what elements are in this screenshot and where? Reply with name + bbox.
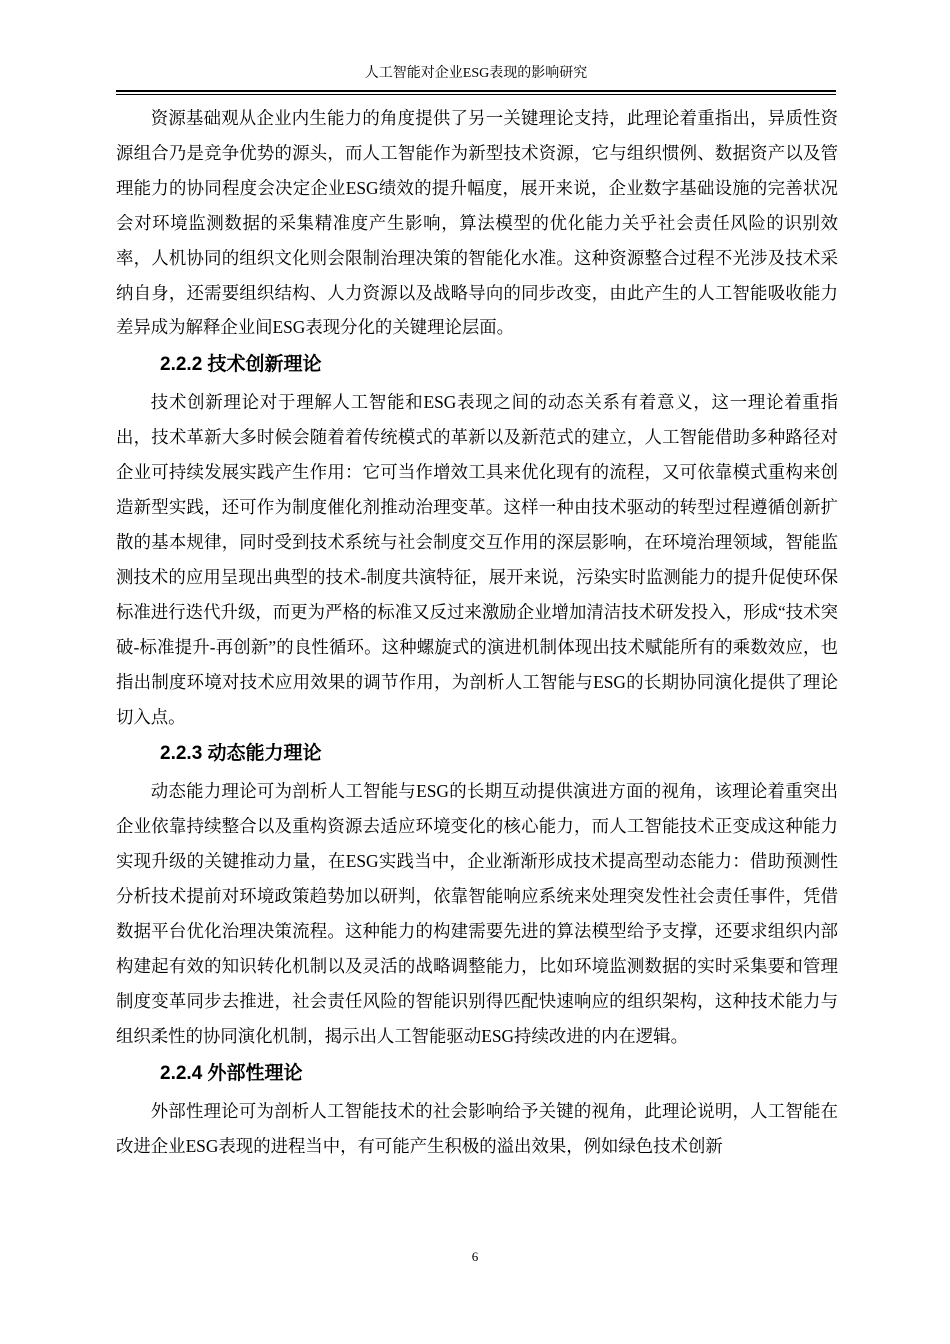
section-heading-2-2-3: 2.2.3 动态能力理论	[160, 743, 322, 765]
header-rule-thin	[116, 94, 836, 95]
section-heading-2-2-2: 2.2.2 技术创新理论	[160, 354, 322, 376]
body-text	[116, 101, 838, 1163]
header-rule-thick	[116, 90, 836, 92]
paragraph-dynamic-capability: 动态能力理论可为剖析人工智能与ESG的长期互动提供演进方面的视角，该理论着重突出企业依靠持续整合以及重构资源去适应环境变化的核心能力，而人工智能技术正变成这种能力实现升级的关键推动力量，在ESG实践当中，企业渐渐形成技术提高型动态能力：借助预测性分析技术提前对环境政策趋势加以研判，依靠智能响应系统来处理突发性社会责任事件，凭借数据平台优化治理决策流程。这种能力的构建需要先进的算法模型给予支撑，还要求组织内部构建起有效的知识转化机制以及灵活的战略调整能力，比如环境监测数据的实时采集要和管理制度变革同步去推进，社会责任风险的智能识别得匹配快速响应的组织架构，这种技术能力与组织柔性的协同演化机制，揭示出人工智能驱动ESG持续改进的内在逻辑。	[116, 781, 838, 1046]
running-header: 人工智能对企业ESG表现的影响研究	[364, 66, 588, 81]
section-heading-2-2-4: 2.2.4 外部性理论	[160, 1062, 303, 1084]
paragraph-technological-innovation: 技术创新理论对于理解人工智能和ESG表现之间的动态关系有着意义，这一理论着重指出，技术革新大多时候会随着着传统模式的革新以及新范式的建立，人工智能借助多种路径对企业可持续发展实践产生作用：它可当作增效工具来优化现有的流程，又可依靠模式重构来创造新型实践，还可作为制度催化剂推动治理变革。这样一种由技术驱动的转型过程遵循创新扩散的基本规律，同时受到技术系统与社会制度交互作用的深层影响，在环境治理领域，智能监测技术的应用呈现出典型的技术-制度共演特征，展开来说，污染实时监测能力的提升促使环保标准进行迭代升级，而更为严格的标准又反过来激励企业增加清洁技术研发投入，形成“技术突破-标准提升-再创新”的良性循环。这种螺旋式的演进机制体现出技术赋能所有的乘数效应，也指出制度环境对技术应用效果的调节作用，为剖析人工智能与ESG的长期协同演化提供了理论切入点。	[116, 392, 838, 727]
paragraph-externality: 外部性理论可为剖析人工智能技术的社会影响给予关键的视角，此理论说明，人工智能在改进企业ESG表现的进程当中，有可能产生积极的溢出效果，例如绿色技术创新	[116, 1100, 838, 1156]
paragraph-resource-based-view: 资源基础观从企业内生能力的角度提供了另一关键理论支持，此理论着重指出，异质性资源组合乃是竞争优势的源头，而人工智能作为新型技术资源，它与组织惯例、数据资产以及管理能力的协同程度会决定企业ESG绩效的提升幅度，展开来说，企业数字基础设施的完善状况会对环境监测数据的采集精准度产生影响，算法模型的优化能力关乎社会责任风险的识别效率，人机协同的组织文化则会限制治理决策的智能化水准。这种资源整合过程不光涉及技术采纳自身，还需要组织结构、人力资源以及战略导向的同步改变，由此产生的人工智能吸收能力差异成为解释企业间ESG表现分化的关键理论层面。	[116, 108, 838, 338]
page-number: 6	[471, 1249, 479, 1264]
